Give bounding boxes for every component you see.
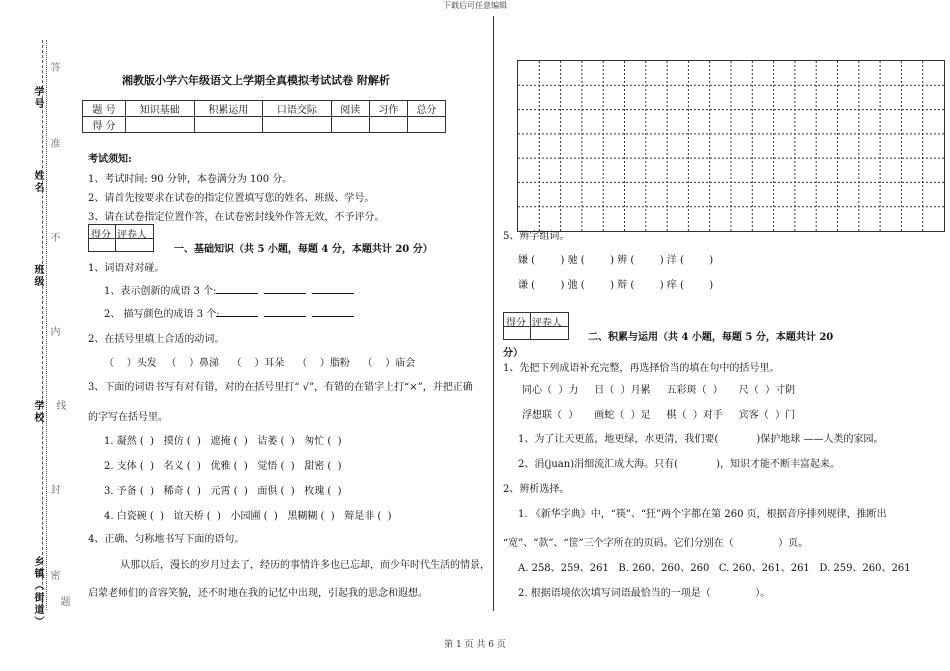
- label-town: 乡镇（街道）: [32, 556, 43, 628]
- cut-char-4: 内: [48, 326, 59, 338]
- scorebox-divider: [89, 238, 153, 239]
- question-text: 2、涓(juan)涓细流汇成大海。只有( )，知识才能不断丰富起来。: [518, 459, 841, 470]
- column-divider: [493, 16, 494, 611]
- question-text: 谦 ( ) 弛 ( ) 辩 ( ) 痒 ( ): [518, 280, 714, 291]
- scorebox-score-label: 得分: [506, 318, 526, 329]
- question-text: 3. 予备 ( ) 稀奇 ( ) 元霄 ( ) 面俱 ( ) 枚瑰 ( ): [104, 486, 342, 497]
- score-table-cell: 积累运用: [194, 101, 263, 117]
- writing-grid[interactable]: [517, 60, 945, 232]
- score-table-cell: 口语交际: [263, 101, 332, 117]
- question-text: 同心（ ）力 日（ ）月累 五彩斑（ ） 尺（ ）寸阴: [522, 385, 796, 396]
- cut-char-8: 题: [58, 596, 69, 608]
- binding-line-inner: [46, 40, 47, 610]
- notice-item: 1、考试时间: 90 分钟，本卷满分为 100 分。: [88, 174, 293, 185]
- answer-line[interactable]: [264, 316, 306, 317]
- notice-item: 2、请首先按要求在试卷的指定位置填写您的姓名、班级、学号。: [88, 193, 375, 204]
- score-table-cell: 得 分: [83, 117, 126, 133]
- question-text: 2、在括号里填上合适的动词。: [88, 334, 225, 345]
- question-text: 1、表示创新的成语 3 个:: [104, 286, 217, 297]
- scorebox-score-label: 得分: [91, 230, 111, 241]
- paper-title: 湘教版小学六年级语文上学期全真模拟考试试卷 附解析: [122, 74, 390, 87]
- question-text: 5、辨字组词。: [503, 231, 570, 242]
- cut-char-1: 答: [48, 62, 59, 74]
- label-school: 学校: [32, 400, 43, 424]
- cut-char-5: 线: [54, 400, 65, 412]
- score-table: [82, 100, 446, 133]
- answer-line[interactable]: [312, 293, 354, 294]
- question-text: 1. 凝然 ( ) 摸仿 ( ) 遮掩 ( ) 诘萎 ( ) 匆忙 ( ): [104, 436, 342, 447]
- cut-char-2: 准: [48, 138, 59, 150]
- question-text: 1、为了让天更蓝，地更绿，水更清，我们要( )保护地球 ——人类的家园。: [518, 434, 884, 445]
- question-text: 1. 《新华字典》中，“筷”、“狂”两个字都在第 260 页，根据音序排列规律，推断出: [518, 509, 887, 520]
- question-text: （ ）头发 （ ）鼻涕 （ ）耳朵 （ ）脂粉 （ ）庙会: [104, 358, 416, 369]
- answer-line[interactable]: [216, 293, 258, 294]
- question-text: 1、词语对对碰。: [88, 263, 165, 274]
- page-number: 第 1 页 共 6 页: [444, 640, 506, 650]
- score-input-cell[interactable]: [194, 117, 263, 133]
- question-text: 4、正确、匀称地书写下面的语句。: [88, 534, 245, 545]
- question-text: 2、 描写颜色的成语 3 个:: [104, 309, 220, 320]
- question-text: “宽”、“款”、“筐”三个字所在的页码。它们分别在（ ）页。: [503, 538, 809, 549]
- scorebox-divider: [504, 326, 568, 327]
- top-note: 下载后可任意编辑: [443, 1, 507, 10]
- passage-text: 启蒙老师们的音容笑貌，还不时地在我的记忆中出现，引起我的思念和遐想。: [88, 588, 428, 599]
- section2-title: 二、积累与运用（共 4 小题，每题 5 分，本题共计 20: [588, 332, 834, 343]
- score-table-score-row: [83, 117, 446, 133]
- label-student-id: 学号: [32, 86, 43, 110]
- score-input-cell[interactable]: [331, 117, 369, 133]
- question-text: 4. 白瓷碗 ( ) 谊天桥 ( ) 小园圃 ( ) 黑糊糊 ( ) 辩是非 ( ): [104, 511, 392, 522]
- question-text: 2、辨析选择。: [503, 484, 570, 495]
- cut-char-6: 封: [48, 484, 59, 496]
- answer-line[interactable]: [264, 293, 306, 294]
- cut-char-3: 不: [48, 232, 59, 244]
- scorebox-reviewer-label: 评卷人: [532, 318, 562, 329]
- notice-item: 3、请在试卷指定位置作答，在试卷密封线外作答无效，不予评分。: [88, 212, 385, 223]
- question-text: 浮想联（ ） 画蛇（ ）足 棋（ ）对手 宾客（ ）门: [522, 410, 796, 421]
- score-input-cell[interactable]: [263, 117, 332, 133]
- scorebox: [88, 224, 154, 252]
- score-input-cell[interactable]: [125, 117, 194, 133]
- label-name: 姓名: [32, 170, 43, 194]
- question-text: 1、先把下列成语补充完整，再选择恰当的填在句中的括号里。: [503, 363, 780, 374]
- score-table-cell: 知识基础: [125, 101, 194, 117]
- binding-line: [42, 40, 43, 610]
- answer-line[interactable]: [216, 316, 258, 317]
- score-table-cell: 阅读: [331, 101, 369, 117]
- score-table-cell: 总分: [407, 101, 445, 117]
- passage-text: 从那以后，漫长的岁月过去了，经历的事情许多也已忘却，而少年时代生活的情景，: [120, 560, 490, 571]
- score-table-cell: 题 号: [83, 101, 126, 117]
- score-input-cell[interactable]: [407, 117, 445, 133]
- writing-grid-lines: [518, 61, 944, 231]
- score-table-cell: 习作: [369, 101, 407, 117]
- score-table-header-row: [83, 101, 446, 117]
- section2-title-cont: 分）: [503, 348, 523, 359]
- question-options: A. 258、259、261 B. 260、260、260 C. 260、261、261 D. 259、260、261: [518, 563, 911, 574]
- scorebox-reviewer-label: 评卷人: [117, 230, 147, 241]
- answer-line[interactable]: [312, 316, 354, 317]
- label-class: 班级: [32, 264, 43, 288]
- scorebox: [503, 312, 569, 340]
- question-text: 2. 根据语境依次填写词语最恰当的一项是（ ）。: [518, 588, 771, 599]
- question-text: 3、下面的词语书写有对有错，对的在括号里打“ √”，有错的在错字上打“×”，并把正确: [88, 382, 473, 393]
- section1-title: 一、基础知识（共 5 小题，每题 4 分，本题共计 20 分）: [174, 244, 433, 255]
- question-text: 2. 支体 ( ) 名义 ( ) 优雅 ( ) 觉悟 ( ) 甜密 ( ): [104, 461, 342, 472]
- score-input-cell[interactable]: [369, 117, 407, 133]
- question-text: 的字写在括号里。: [88, 412, 168, 423]
- question-text: 嫌 ( ) 驰 ( ) 辨 ( ) 洋 ( ): [518, 255, 714, 266]
- notice-title: 考试须知:: [88, 154, 132, 165]
- cut-char-7: 密: [48, 570, 59, 582]
